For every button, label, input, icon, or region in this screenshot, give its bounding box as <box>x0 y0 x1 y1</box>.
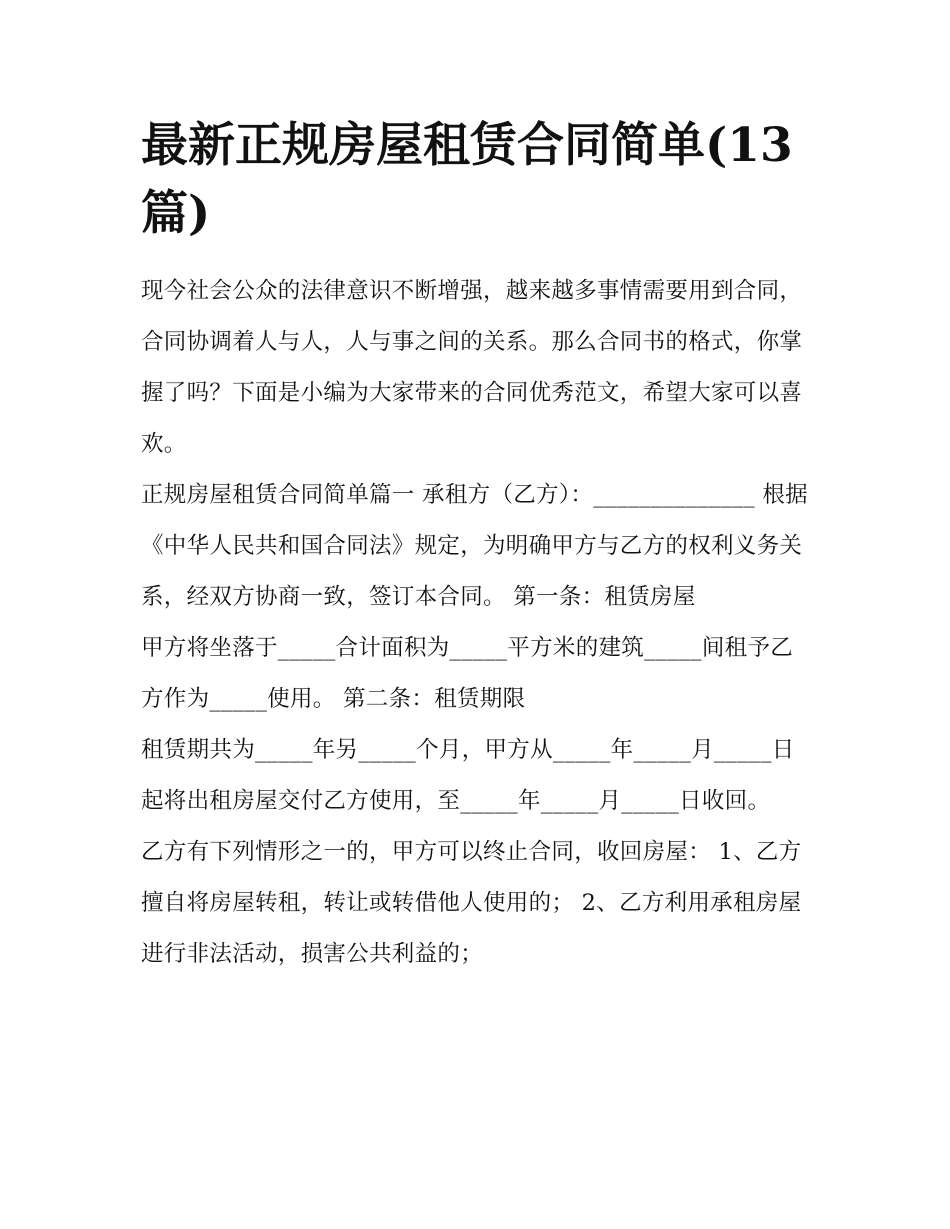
termination-clause-paragraph: 乙方有下列情形之一的，甲方可以终止合同，收回房屋： 1、乙方擅自将房屋转租，转让或转借他人使用的； 2、乙方利用承租房屋进行非法活动，损害公共利益的； <box>141 839 802 967</box>
contract-opening-paragraph: 正规房屋租赁合同简单篇一 承租方（乙方）：______________ 根据《中华人民共和国合同法》规定，为明确甲方与乙方的权利义务关系，经双方协商一致，签订本合同。 第一条：租赁房屋 <box>141 482 808 610</box>
term-clause-paragraph: 租赁期共为_____年另_____个月，甲方从_____年_____月_____日起将出租房屋交付乙方使用，至_____年_____月_____日收回。 <box>141 737 795 814</box>
intro-paragraph: 现今社会公众的法律意识不断增强，越来越多事情需要用到合同，合同协调着人与人，人与事之间的关系。那么合同书的格式，你掌握了吗？下面是小编为大家带来的合同优秀范文，希望大家可以喜欢。 <box>141 278 803 457</box>
document-page <box>141 112 813 980</box>
premises-clause-paragraph: 甲方将坐落于_____合计面积为_____平方米的建筑_____间租予乙方作为_____使用。 第二条：租赁期限 <box>141 635 794 712</box>
document-title: 最新正规房屋租赁合同简单(13篇) <box>141 118 793 241</box>
